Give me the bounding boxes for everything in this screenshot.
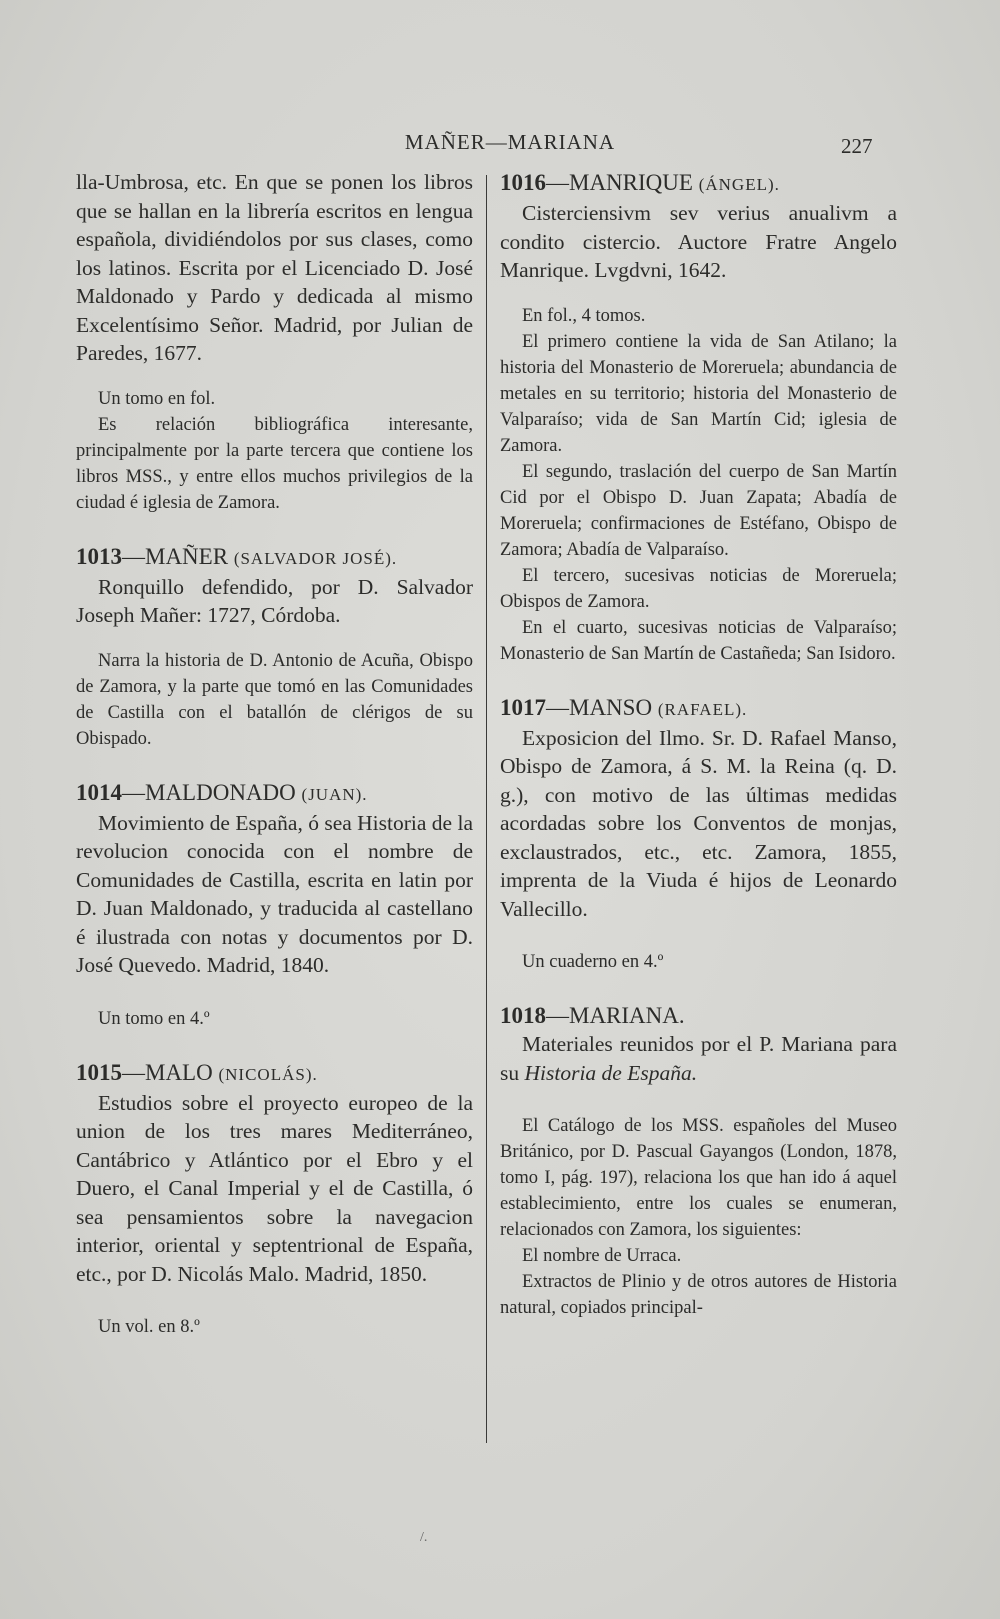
entry-1017 bbox=[500, 693, 897, 976]
entry-number: 1017 bbox=[500, 694, 546, 720]
entry-given-name: (SALVADOR JOSÉ). bbox=[233, 548, 398, 568]
entry-note: Extractos de Plinio y de otros autores de Historia natural, copiados principal- bbox=[500, 1272, 897, 1318]
entry-number: 1016 bbox=[500, 170, 546, 195]
entry-number: 1014 bbox=[76, 779, 122, 805]
entry-number: 1018 bbox=[500, 1003, 546, 1028]
entry-author: —MANSO bbox=[546, 694, 653, 720]
entry-note: El segundo, traslación del cuerpo de San Martín Cid por el Obispo D. Juan Zapata; Abadía de Moreruela; confirmaciones de Estéfano, Obispo de Zamora; Abadía de Valparaíso. bbox=[500, 461, 897, 560]
continuation-note: Es relación bibliográfica interesante, principalmente por la parte tercera que contiene los libros MSS., y entre ellos muchos privilegios de la ciudad é iglesia de Zamora. bbox=[76, 414, 473, 513]
entry-author: —MANRIQUE bbox=[546, 170, 693, 195]
entry-author: —MARIANA. bbox=[546, 1003, 685, 1028]
entry-note: El tercero, sucesivas noticias de Moreruela; Obispos de Zamora. bbox=[500, 565, 897, 612]
entry-title: Ronquillo defendido, por D. Salvador Joseph Mañer: 1727, Córdoba. bbox=[76, 574, 473, 627]
entry-note: Un cuaderno en 4.º bbox=[522, 952, 664, 972]
running-title: MAÑER—MARIANA bbox=[404, 130, 616, 154]
entry-author: —MAÑER bbox=[122, 543, 229, 569]
right-column bbox=[500, 168, 897, 1321]
entry-note: El Catálogo de los MSS. españoles del Museo Británico, por D. Pascual Gayangos (London, 1878, tomo I, pág. 197), relaciona los que han ido á aquel establecimiento, entre los cuales se enumeran, relacionados con Zamora, los siguientes: bbox=[500, 1116, 897, 1240]
entry-given-name: (RAFAEL). bbox=[657, 699, 748, 719]
entry-note: Narra la historia de D. Antonio de Acuña, Obispo de Zamora, y la parte que tomó en las Comunidades de Castilla con el batallón de clérigos de su Obispado. bbox=[76, 650, 473, 749]
entry-title: Movimiento de España, ó sea Historia de la revolucion conocida con el nombre de Comunidades de Castilla, escrita en latin por D. Juan Maldonado, y traducida al castellano é ilustrada con notas y documentos por D. José Quevedo. Madrid, 1840. bbox=[76, 810, 473, 977]
entry-title bbox=[500, 1030, 897, 1087]
entry-1018 bbox=[500, 1001, 897, 1321]
entry-given-name: (JUAN). bbox=[301, 784, 368, 804]
left-column bbox=[76, 168, 473, 1340]
entry-note: Un tomo en 4.º bbox=[98, 1008, 210, 1029]
entry-heading bbox=[500, 1001, 897, 1030]
entry-note: El primero contiene la vida de San Atilano; la historia del Monasterio de Moreruela; abundancia de metales en su territorio; historia del Monasterio de Valparaíso; vida de San Martín Cid; iglesia de Zamora. bbox=[500, 331, 897, 456]
continuation-text: lla-Umbrosa, etc. En que se ponen los libros que se hallan en la librería escritos en lengua española, dividiéndolos por sus clases, como los latinos. Escrita por el Licenciado D. José Maldonado y Pardo y dedicada al mismo Excelentísimo Señor. Madrid, por Julian de Paredes, 1677. bbox=[76, 170, 473, 365]
entry-note: Un vol. en 8.º bbox=[98, 1317, 200, 1337]
entry-title: Exposicion del Ilmo. Sr. D. Rafael Manso, Obispo de Zamora, á S. M. la Reina (q. D. g.), con motivo de las últimas medidas acordadas sobre los Conventos de monjas, exclaustrados, etc., etc. Zamora, 1855, imprenta de la Viuda é hijos de Leonardo Vallecillo. bbox=[500, 725, 897, 921]
entry-author: —MALDONADO bbox=[122, 779, 296, 805]
entry-given-name: (NICOLÁS). bbox=[218, 1064, 318, 1084]
entry-1013 bbox=[76, 542, 473, 752]
entry-title-italic: Historia de España. bbox=[524, 1060, 698, 1085]
page-number: 227 bbox=[841, 134, 873, 158]
entry-1015 bbox=[76, 1058, 473, 1341]
column-divider bbox=[486, 175, 487, 1443]
entry-number: 1013 bbox=[76, 543, 122, 569]
stray-mark: /. bbox=[420, 1530, 428, 1545]
entry-author: —MALO bbox=[122, 1059, 213, 1085]
entry-note: En el cuarto, sucesivas noticias de Valparaíso; Monasterio de San Martín de Castañeda; San Isidoro. bbox=[500, 617, 897, 664]
entry-heading bbox=[76, 1058, 473, 1089]
entry-given-name: (ÁNGEL). bbox=[698, 175, 780, 194]
entry-heading bbox=[76, 542, 473, 573]
entry-title-text: Materiales reunidos por el P. Mariana para su bbox=[500, 1032, 897, 1085]
entry-note: En fol., 4 tomos. bbox=[522, 305, 646, 326]
entry-heading bbox=[76, 778, 473, 809]
entry-1016 bbox=[500, 168, 897, 667]
entry-title: Estudios sobre el proyecto europeo de la union de los tres mares Mediterráneo, Cantábrico y Atlántico por el Ebro y el Duero, el Canal Imperial y el de Castilla, ó sea pensamientos sobre la navegacion interior, oriental y septentrional de España, etc., por D. Nicolás Malo. Madrid, 1850. bbox=[76, 1090, 473, 1286]
entry-title: Cisterciensivm sev verius anualivm a condito cistercio. Auctore Fratre Angelo Manrique. Lvgdvni, 1642. bbox=[500, 201, 897, 282]
entry-heading bbox=[500, 693, 897, 724]
entry-number: 1015 bbox=[76, 1059, 122, 1085]
entry-heading bbox=[500, 168, 897, 199]
entry-note: El nombre de Urraca. bbox=[522, 1246, 682, 1266]
continuation-format: Un tomo en fol. bbox=[98, 388, 216, 409]
entry-1014 bbox=[76, 778, 473, 1032]
